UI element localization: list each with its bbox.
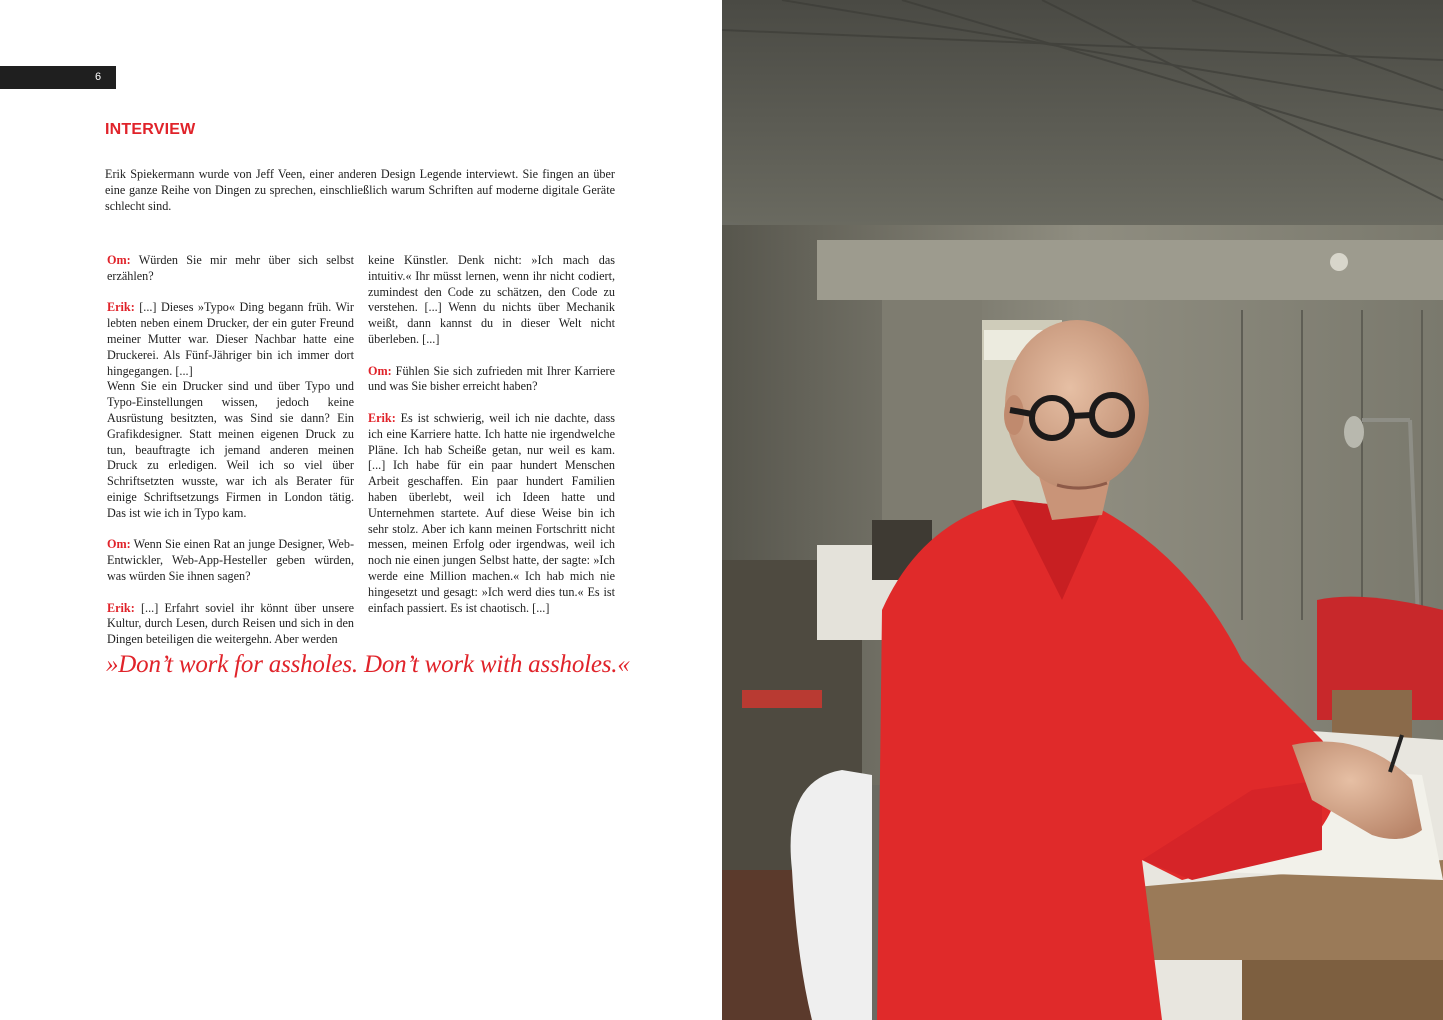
paragraph-text: Fühlen Sie sich zufrieden mit Ihrer Karriere und was Sie bisher erreicht haben? [368,363,615,394]
pull-quote: »Don’t work for assholes. Don’t work with assholes.« [106,651,630,678]
speaker-label: Om: [107,253,131,267]
qa-paragraph [107,601,354,648]
paragraph-text: [...] Erfahrt soviel ihr könnt über unsere Kultur, durch Lesen, durch Reisen und sich in den Dingen beteiligen die weitergehn. Aber werden [107,600,354,647]
qa-paragraph [368,253,615,348]
intro-paragraph: Erik Spiekermann wurde von Jeff Veen, einer anderen Design Legende interviewt. Sie fingen an über eine ganze Reihe von Dingen zu sprechen, einschließlich warum Schriften auf moderne digitale Geräte schlecht sind. [105,167,615,213]
paragraph-text: keine Künstler. Denk nicht: »Ich mach das intuitiv.« Ihr müsst lernen, wenn ihr nicht codiert, zumindest den Code zu schätzen, den Code zu verstehen. [...] Wenn du nichts über Mechanik weißt, dann kannst du in dieser Welt nicht überleben. [...] [368,253,615,346]
paragraph-text: Wenn Sie ein Drucker sind und über Typo und Typo-Einstellungen wissen, jedoch keine Ausrüstung besitzten, was Sind sie dann? Ein Grafikdesigner. Statt meinen eigenen Druck zu tun, beauftragte ich jemand anderen meinen Druck zu erledigen. Weil ich so viel über Schriftsetzten wusste, war ich als Berater für einige Schriftsetzungs Firmen in London tätig. Das ist wie ich in Typo kam. [107,379,354,520]
qa-paragraph [107,253,354,285]
paragraph-text: Wenn Sie einen Rat an junge Designer, Web-Entwickler, Web-App-Hesteller geben würden, was würden Sie ihnen sagen? [107,537,354,583]
qa-paragraph [107,300,354,521]
speaker-label: Om: [107,537,131,552]
speaker-label: Erik: [107,300,135,315]
portrait-illustration [722,0,1443,1020]
speaker-label: Om: [368,363,392,378]
text-column-1 [107,253,354,664]
text-column-2 [368,253,615,632]
qa-paragraph [107,537,354,584]
portrait-photo [722,0,1443,1020]
page-number-tab [0,66,116,89]
qa-paragraph [368,364,615,396]
paragraph-text: Es ist schwierig, weil ich nie dachte, dass ich eine Karriere hatte. Ich hatte nie irgendwelche Pläne. Ich hab Scheiße getan, nur weil es kam. [...] Ich habe für ein paar hundert Menschen Arbeit geschaffen. Ein paar hundert Familien haben überlebt, weil ich Ideen hatte und Unternehmen startete. Auf diese Weise bin ich sehr stolz. Aber ich kann meinen Fortschritt nicht messen, meinen Erfolg oder irgendwas, weil ich noch nie einen jungen Selbst hatte, der sagte: »Ich werde eine Million machen.« Ich hab mich nie hingesetzt und gesagt: »Ich werd dies tun.« Es ist einfach passiert. Es ist chaotisch. [...] [368,410,615,615]
speaker-label: Erik: [107,600,135,615]
page-number: 6 [95,71,102,83]
qa-paragraph [368,411,615,616]
section-heading: INTERVIEW [105,121,196,138]
paragraph-text: Würden Sie mir mehr über sich selbst erzählen? [107,253,355,283]
speaker-label: Erik: [368,410,396,425]
paragraph-text: [...] Dieses »Typo« Ding begann früh. Wir lebten neben einem Drucker, der ein guter Freund meiner Mutter war. Dieser Nachbar hatte eine Druckerei. Als Fünf-Jähriger bin ich immer dort hingegangen. [...] [107,300,354,378]
